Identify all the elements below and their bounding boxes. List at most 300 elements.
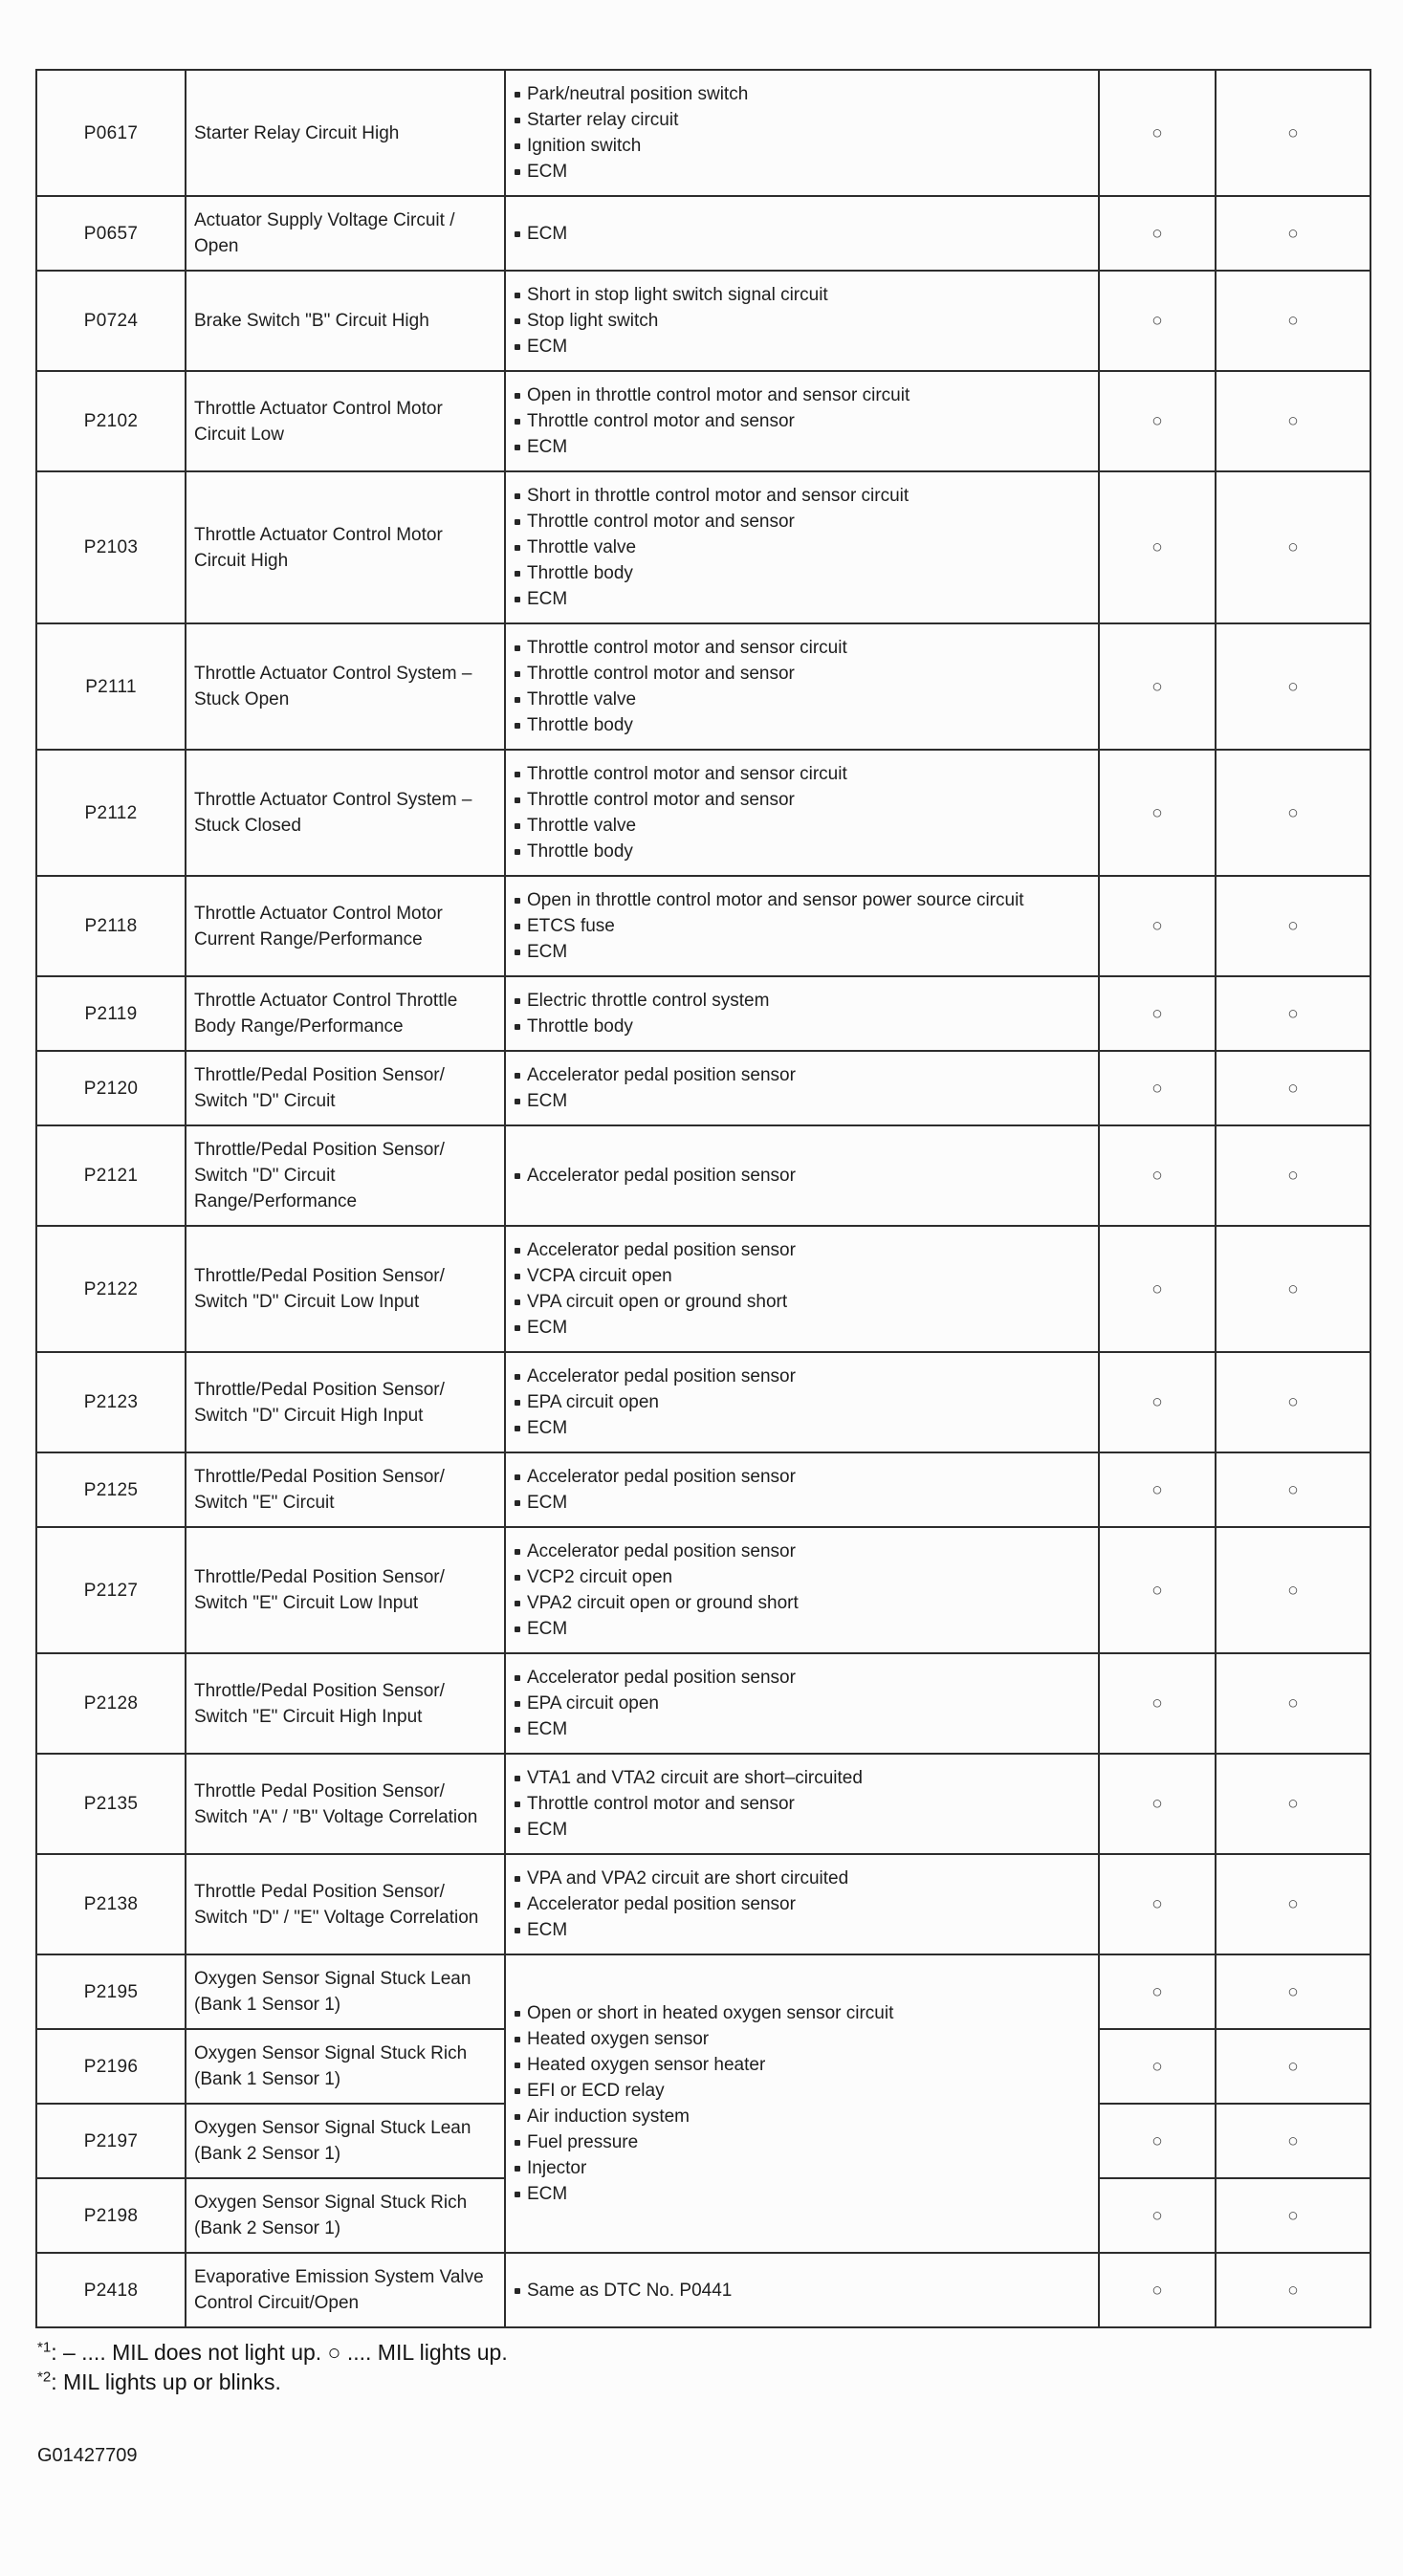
trouble-area-item <box>514 221 1090 247</box>
trouble-area-text: EPA circuit open <box>527 1392 660 1412</box>
dtc-description: Throttle/Pedal Position Sensor/ Switch "E" Circuit High Input <box>186 1653 505 1754</box>
dtc-code: P2195 <box>36 1954 186 2029</box>
trouble-area-text: Throttle valve <box>527 537 637 557</box>
table-row <box>36 1452 1370 1527</box>
dtc-description: Throttle Actuator Control Throttle Body Range/Performance <box>186 976 505 1051</box>
mil-mark: ○ <box>1099 196 1216 271</box>
bullet-icon <box>515 1626 520 1632</box>
table-row <box>36 1352 1370 1452</box>
table-row <box>36 196 1370 271</box>
bullet-icon <box>515 597 520 602</box>
bullet-icon <box>515 118 520 123</box>
trouble-area-item <box>514 434 1090 460</box>
mil-mark: ○ <box>1099 1754 1216 1854</box>
mil-mark: ○ <box>1099 371 1216 471</box>
trouble-area-item <box>514 1564 1090 1590</box>
trouble-area-items <box>514 1539 1090 1642</box>
trouble-area-item <box>514 509 1090 535</box>
trouble-area-text: Accelerator pedal position sensor <box>527 1894 796 1914</box>
trouble-area-list <box>505 1125 1099 1226</box>
trouble-area-item <box>514 2000 1090 2026</box>
table-row <box>36 1125 1370 1226</box>
mil-mark: ○ <box>1099 976 1216 1051</box>
trouble-area-items <box>514 1665 1090 1742</box>
trouble-area-list <box>505 2253 1099 2327</box>
trouble-area-item <box>514 635 1090 661</box>
trouble-area-text: Throttle body <box>527 841 633 862</box>
trouble-area-text: Short in throttle control motor and sensor circuit <box>527 486 910 506</box>
trouble-area-items <box>514 1866 1090 1943</box>
trouble-area-items <box>514 988 1090 1039</box>
bullet-icon <box>515 772 520 777</box>
trouble-area-items <box>514 81 1090 185</box>
bullet-icon <box>515 1902 520 1908</box>
mil-mark: ○ <box>1099 1125 1216 1226</box>
table-row <box>36 623 1370 750</box>
bullet-icon <box>515 445 520 450</box>
bullet-icon <box>515 393 520 399</box>
memory-mark: ○ <box>1216 1754 1370 1854</box>
trouble-area-items <box>514 1163 1090 1189</box>
trouble-area-item <box>514 1917 1090 1943</box>
trouble-area-list <box>505 1452 1099 1527</box>
trouble-area-list <box>505 70 1099 196</box>
dtc-description: Throttle Pedal Position Sensor/ Switch "D" / "E" Voltage Correlation <box>186 1854 505 1954</box>
footnote-marker: *1 <box>37 2339 52 2356</box>
mil-mark: ○ <box>1099 471 1216 623</box>
bullet-icon <box>515 1426 520 1431</box>
trouble-area-item <box>514 1891 1090 1917</box>
trouble-area-items <box>514 1062 1090 1114</box>
dtc-code: P2135 <box>36 1754 186 1854</box>
trouble-area-items <box>514 1765 1090 1843</box>
trouble-area-text: Throttle control motor and sensor <box>527 790 795 810</box>
bullet-icon <box>515 1500 520 1506</box>
trouble-area-items <box>514 2000 1090 2207</box>
bullet-icon <box>515 493 520 499</box>
dtc-code: P2121 <box>36 1125 186 1226</box>
footnote-mil-blink <box>37 2368 1374 2397</box>
trouble-area-item <box>514 1014 1090 1039</box>
memory-mark: ○ <box>1216 1226 1370 1352</box>
trouble-area-item <box>514 282 1090 308</box>
trouble-area-text: ECM <box>527 337 568 357</box>
bullet-icon <box>515 231 520 237</box>
trouble-area-list <box>505 623 1099 750</box>
trouble-area-text: Open in throttle control motor and sensor circuit <box>527 385 910 405</box>
trouble-area-text: VCPA circuit open <box>527 1266 672 1286</box>
table-row <box>36 1527 1370 1653</box>
dtc-description: Brake Switch "B" Circuit High <box>186 271 505 371</box>
dtc-description: Throttle Actuator Control Motor Circuit Low <box>186 371 505 471</box>
mil-mark: ○ <box>1099 1653 1216 1754</box>
trouble-area-item <box>514 1163 1090 1189</box>
trouble-area-text: Park/neutral position switch <box>527 84 749 104</box>
trouble-area-item <box>514 2155 1090 2181</box>
trouble-area-item <box>514 1866 1090 1891</box>
memory-mark: ○ <box>1216 1452 1370 1527</box>
trouble-area-item <box>514 1765 1090 1791</box>
trouble-area-text: Open in throttle control motor and sensor power source circuit <box>527 890 1024 910</box>
table-row <box>36 271 1370 371</box>
bullet-icon <box>515 823 520 829</box>
trouble-area-text: Heated oxygen sensor heater <box>527 2055 766 2075</box>
table-row <box>36 750 1370 876</box>
trouble-area-item <box>514 813 1090 839</box>
trouble-area-item <box>514 2278 1090 2303</box>
table-row <box>36 471 1370 623</box>
trouble-area-item <box>514 1389 1090 1415</box>
trouble-area-list <box>505 1754 1099 1854</box>
trouble-area-text: Starter relay circuit <box>527 110 679 130</box>
bullet-icon <box>515 924 520 929</box>
dtc-code: P0657 <box>36 196 186 271</box>
table-row <box>36 2253 1370 2327</box>
bullet-icon <box>515 344 520 350</box>
mil-mark: ○ <box>1099 623 1216 750</box>
trouble-area-item <box>514 1590 1090 1616</box>
trouble-area-item <box>514 1665 1090 1691</box>
trouble-area-item <box>514 1716 1090 1742</box>
bullet-icon <box>515 293 520 298</box>
trouble-area-item <box>514 988 1090 1014</box>
memory-mark: ○ <box>1216 750 1370 876</box>
footnotes <box>37 2338 1374 2397</box>
bullet-icon <box>515 697 520 703</box>
memory-mark: ○ <box>1216 1527 1370 1653</box>
bullet-icon <box>515 950 520 955</box>
dtc-description: Throttle Actuator Control Motor Current Range/Performance <box>186 876 505 976</box>
trouble-area-item <box>514 1062 1090 1088</box>
memory-mark: ○ <box>1216 876 1370 976</box>
trouble-area-text: Throttle valve <box>527 689 637 709</box>
memory-mark: ○ <box>1216 1854 1370 1954</box>
mil-mark: ○ <box>1099 1954 1216 2029</box>
trouble-area-item <box>514 408 1090 434</box>
dtc-description: Throttle/Pedal Position Sensor/ Switch "D" Circuit <box>186 1051 505 1125</box>
bullet-icon <box>515 1474 520 1480</box>
trouble-area-text: ECM <box>527 1493 568 1513</box>
trouble-area-text: Throttle body <box>527 563 633 583</box>
dtc-description: Throttle/Pedal Position Sensor/ Switch "D" Circuit High Input <box>186 1352 505 1452</box>
mil-mark: ○ <box>1099 2104 1216 2178</box>
table-row <box>36 1954 1370 2029</box>
trouble-area-item <box>514 159 1090 185</box>
trouble-area-text: VPA and VPA2 circuit are short circuited <box>527 1868 849 1888</box>
memory-mark: ○ <box>1216 2178 1370 2253</box>
bullet-icon <box>515 645 520 651</box>
table-row <box>36 976 1370 1051</box>
trouble-area-text: ETCS fuse <box>527 916 615 936</box>
trouble-area-list <box>505 750 1099 876</box>
dtc-code: P2123 <box>36 1352 186 1452</box>
dtc-code: P2118 <box>36 876 186 976</box>
figure-id: G01427709 <box>37 2445 138 2466</box>
trouble-area-text: VPA circuit open or ground short <box>527 1292 788 1312</box>
dtc-description: Oxygen Sensor Signal Stuck Rich (Bank 2 Sensor 1) <box>186 2178 505 2253</box>
bullet-icon <box>515 143 520 149</box>
dtc-description: Throttle/Pedal Position Sensor/ Switch "D" Circuit Low Input <box>186 1226 505 1352</box>
bullet-icon <box>515 571 520 577</box>
mil-mark: ○ <box>1099 1527 1216 1653</box>
dtc-code: P2102 <box>36 371 186 471</box>
trouble-area-list <box>505 471 1099 623</box>
dtc-code: P2198 <box>36 2178 186 2253</box>
trouble-area-item <box>514 787 1090 813</box>
bullet-icon <box>515 2088 520 2094</box>
trouble-area-item <box>514 1791 1090 1817</box>
trouble-area-text: ECM <box>527 1920 568 1940</box>
trouble-area-list <box>505 976 1099 1051</box>
dtc-code: P2111 <box>36 623 186 750</box>
trouble-area-item <box>514 2026 1090 2052</box>
trouble-area-items <box>514 382 1090 460</box>
bullet-icon <box>515 849 520 855</box>
trouble-area-item <box>514 2129 1090 2155</box>
trouble-area-text: ECM <box>527 223 568 244</box>
trouble-area-items <box>514 1464 1090 1516</box>
dtc-description: Oxygen Sensor Signal Stuck Lean (Bank 1 Sensor 1) <box>186 1954 505 2029</box>
table-row <box>36 1754 1370 1854</box>
bullet-icon <box>515 1400 520 1406</box>
bullet-icon <box>515 2063 520 2068</box>
bullet-icon <box>515 92 520 98</box>
table-row <box>36 70 1370 196</box>
mil-mark: ○ <box>1099 1452 1216 1527</box>
table-row <box>36 1051 1370 1125</box>
trouble-area-items <box>514 221 1090 247</box>
mil-mark: ○ <box>1099 1051 1216 1125</box>
mil-mark: ○ <box>1099 271 1216 371</box>
trouble-area-list <box>505 876 1099 976</box>
dtc-description: Throttle/Pedal Position Sensor/ Switch "E" Circuit Low Input <box>186 1527 505 1653</box>
bullet-icon <box>515 1827 520 1833</box>
bullet-icon <box>515 1701 520 1707</box>
dtc-description: Throttle Actuator Control Motor Circuit High <box>186 471 505 623</box>
trouble-area-text: Accelerator pedal position sensor <box>527 1668 796 1688</box>
mil-mark: ○ <box>1099 1226 1216 1352</box>
trouble-area-item <box>514 1315 1090 1341</box>
trouble-area-item <box>514 887 1090 913</box>
trouble-area-item <box>514 913 1090 939</box>
bullet-icon <box>515 1274 520 1279</box>
dtc-description: Actuator Supply Voltage Circuit / Open <box>186 196 505 271</box>
memory-mark: ○ <box>1216 471 1370 623</box>
trouble-area-list <box>505 1051 1099 1125</box>
dtc-code: P2127 <box>36 1527 186 1653</box>
dtc-code: P2119 <box>36 976 186 1051</box>
mil-mark: ○ <box>1099 2029 1216 2104</box>
trouble-area-item <box>514 334 1090 360</box>
trouble-area-text: ECM <box>527 1719 568 1739</box>
trouble-area-text: Throttle valve <box>527 816 637 836</box>
trouble-area-item <box>514 133 1090 159</box>
trouble-area-text: VTA1 and VTA2 circuit are short–circuited <box>527 1768 863 1788</box>
memory-mark: ○ <box>1216 70 1370 196</box>
memory-mark: ○ <box>1216 1051 1370 1125</box>
dtc-description: Throttle/Pedal Position Sensor/ Switch "D" Circuit Range/Performance <box>186 1125 505 1226</box>
bullet-icon <box>515 1248 520 1254</box>
footnote-mil-legend <box>37 2338 1374 2368</box>
bullet-icon <box>515 2037 520 2042</box>
trouble-area-item <box>514 1817 1090 1843</box>
table-row <box>36 1854 1370 1954</box>
trouble-area-item <box>514 535 1090 560</box>
bullet-icon <box>515 723 520 729</box>
trouble-area-item <box>514 839 1090 864</box>
trouble-area-item <box>514 1691 1090 1716</box>
table-row <box>36 1226 1370 1352</box>
bullet-icon <box>515 169 520 175</box>
trouble-area-text: Fuel pressure <box>527 2132 639 2152</box>
trouble-area-item <box>514 81 1090 107</box>
trouble-area-item <box>514 107 1090 133</box>
bullet-icon <box>515 1299 520 1305</box>
bullet-icon <box>515 1073 520 1079</box>
bullet-icon <box>515 1173 520 1179</box>
dtc-table-body <box>36 70 1370 2327</box>
memory-mark: ○ <box>1216 371 1370 471</box>
trouble-area-item <box>514 939 1090 965</box>
trouble-area-text: ECM <box>527 1820 568 1840</box>
trouble-area-text: ECM <box>527 1091 568 1111</box>
dtc-code: P2120 <box>36 1051 186 1125</box>
mil-mark: ○ <box>1099 750 1216 876</box>
trouble-area-item <box>514 1464 1090 1490</box>
trouble-area-list <box>505 1854 1099 1954</box>
trouble-area-item <box>514 1490 1090 1516</box>
trouble-area-item <box>514 1263 1090 1289</box>
trouble-area-item <box>514 560 1090 586</box>
trouble-area-text: ECM <box>527 1619 568 1639</box>
trouble-area-text: Accelerator pedal position sensor <box>527 1166 796 1186</box>
dtc-code: P2197 <box>36 2104 186 2178</box>
trouble-area-text: Electric throttle control system <box>527 991 770 1011</box>
footnote-marker: *2 <box>37 2369 52 2386</box>
trouble-area-list <box>505 1954 1099 2253</box>
trouble-area-item <box>514 382 1090 408</box>
bullet-icon <box>515 519 520 525</box>
trouble-area-item <box>514 308 1090 334</box>
bullet-icon <box>515 545 520 551</box>
bullet-icon <box>515 671 520 677</box>
bullet-icon <box>515 1601 520 1606</box>
trouble-area-item <box>514 1415 1090 1441</box>
trouble-area-text: ECM <box>527 589 568 609</box>
table-row <box>36 876 1370 976</box>
trouble-area-items <box>514 1237 1090 1341</box>
bullet-icon <box>515 1099 520 1104</box>
trouble-area-item <box>514 1539 1090 1564</box>
trouble-area-text: Throttle body <box>527 1016 633 1037</box>
memory-mark: ○ <box>1216 623 1370 750</box>
trouble-area-item <box>514 2181 1090 2207</box>
trouble-area-items <box>514 887 1090 965</box>
memory-mark: ○ <box>1216 2253 1370 2327</box>
memory-mark: ○ <box>1216 1125 1370 1226</box>
bullet-icon <box>515 2114 520 2120</box>
trouble-area-text: EFI or ECD relay <box>527 2081 665 2101</box>
memory-mark: ○ <box>1216 2104 1370 2178</box>
dtc-description: Starter Relay Circuit High <box>186 70 505 196</box>
trouble-area-text: ECM <box>527 1318 568 1338</box>
trouble-area-list <box>505 196 1099 271</box>
trouble-area-item <box>514 712 1090 738</box>
memory-mark: ○ <box>1216 271 1370 371</box>
trouble-area-text: Ignition switch <box>527 136 642 156</box>
dtc-description: Throttle Actuator Control System – Stuck Open <box>186 623 505 750</box>
dtc-code: P2138 <box>36 1854 186 1954</box>
dtc-code: P0617 <box>36 70 186 196</box>
trouble-area-text: Throttle control motor and sensor <box>527 512 795 532</box>
bullet-icon <box>515 2288 520 2294</box>
mil-mark: ○ <box>1099 2178 1216 2253</box>
bullet-icon <box>515 1727 520 1733</box>
dtc-code: P2128 <box>36 1653 186 1754</box>
trouble-area-text: Accelerator pedal position sensor <box>527 1240 796 1260</box>
memory-mark: ○ <box>1216 976 1370 1051</box>
bullet-icon <box>515 2140 520 2146</box>
dtc-code: P2103 <box>36 471 186 623</box>
trouble-area-text: Throttle control motor and sensor circuit <box>527 764 847 784</box>
trouble-area-text: Throttle control motor and sensor circuit <box>527 638 847 658</box>
dtc-description: Throttle Pedal Position Sensor/ Switch "A" / "B" Voltage Correlation <box>186 1754 505 1854</box>
memory-mark: ○ <box>1216 1954 1370 2029</box>
trouble-area-item <box>514 2104 1090 2129</box>
memory-mark: ○ <box>1216 2029 1370 2104</box>
trouble-area-text: Air induction system <box>527 2107 691 2127</box>
bullet-icon <box>515 1675 520 1681</box>
footnote-text: : MIL lights up or blinks. <box>51 2369 281 2394</box>
mil-mark: ○ <box>1099 70 1216 196</box>
trouble-area-text: Open or short in heated oxygen sensor circuit <box>527 2003 894 2023</box>
bullet-icon <box>515 898 520 904</box>
dtc-description: Oxygen Sensor Signal Stuck Rich (Bank 1 Sensor 1) <box>186 2029 505 2104</box>
dtc-code: P0724 <box>36 271 186 371</box>
bullet-icon <box>515 2166 520 2172</box>
footnote-text: : – .... MIL does not light up. ○ .... MIL lights up. <box>51 2340 508 2365</box>
trouble-area-text: Accelerator pedal position sensor <box>527 1541 796 1561</box>
mil-mark: ○ <box>1099 876 1216 976</box>
bullet-icon <box>515 1024 520 1030</box>
trouble-area-text: VPA2 circuit open or ground short <box>527 1593 799 1613</box>
dtc-description: Oxygen Sensor Signal Stuck Lean (Bank 2 Sensor 1) <box>186 2104 505 2178</box>
trouble-area-items <box>514 1364 1090 1441</box>
trouble-area-text: Throttle control motor and sensor <box>527 1794 795 1814</box>
dtc-code: P2112 <box>36 750 186 876</box>
trouble-area-item <box>514 1289 1090 1315</box>
bullet-icon <box>515 1801 520 1807</box>
trouble-area-item <box>514 1237 1090 1263</box>
trouble-area-items <box>514 282 1090 360</box>
trouble-area-text: EPA circuit open <box>527 1693 660 1714</box>
dtc-description: Throttle/Pedal Position Sensor/ Switch "E" Circuit <box>186 1452 505 1527</box>
trouble-area-item <box>514 761 1090 787</box>
trouble-area-list <box>505 1352 1099 1452</box>
trouble-area-text: Throttle body <box>527 715 633 735</box>
dtc-description: Evaporative Emission System Valve Control Circuit/Open <box>186 2253 505 2327</box>
bullet-icon <box>515 1549 520 1555</box>
trouble-area-text: Accelerator pedal position sensor <box>527 1467 796 1487</box>
bullet-icon <box>515 2192 520 2197</box>
trouble-area-text: Throttle control motor and sensor <box>527 411 795 431</box>
trouble-area-items <box>514 483 1090 612</box>
trouble-area-item <box>514 1616 1090 1642</box>
trouble-area-list <box>505 271 1099 371</box>
trouble-area-item <box>514 1088 1090 1114</box>
trouble-area-item <box>514 2052 1090 2078</box>
bullet-icon <box>515 1776 520 1781</box>
